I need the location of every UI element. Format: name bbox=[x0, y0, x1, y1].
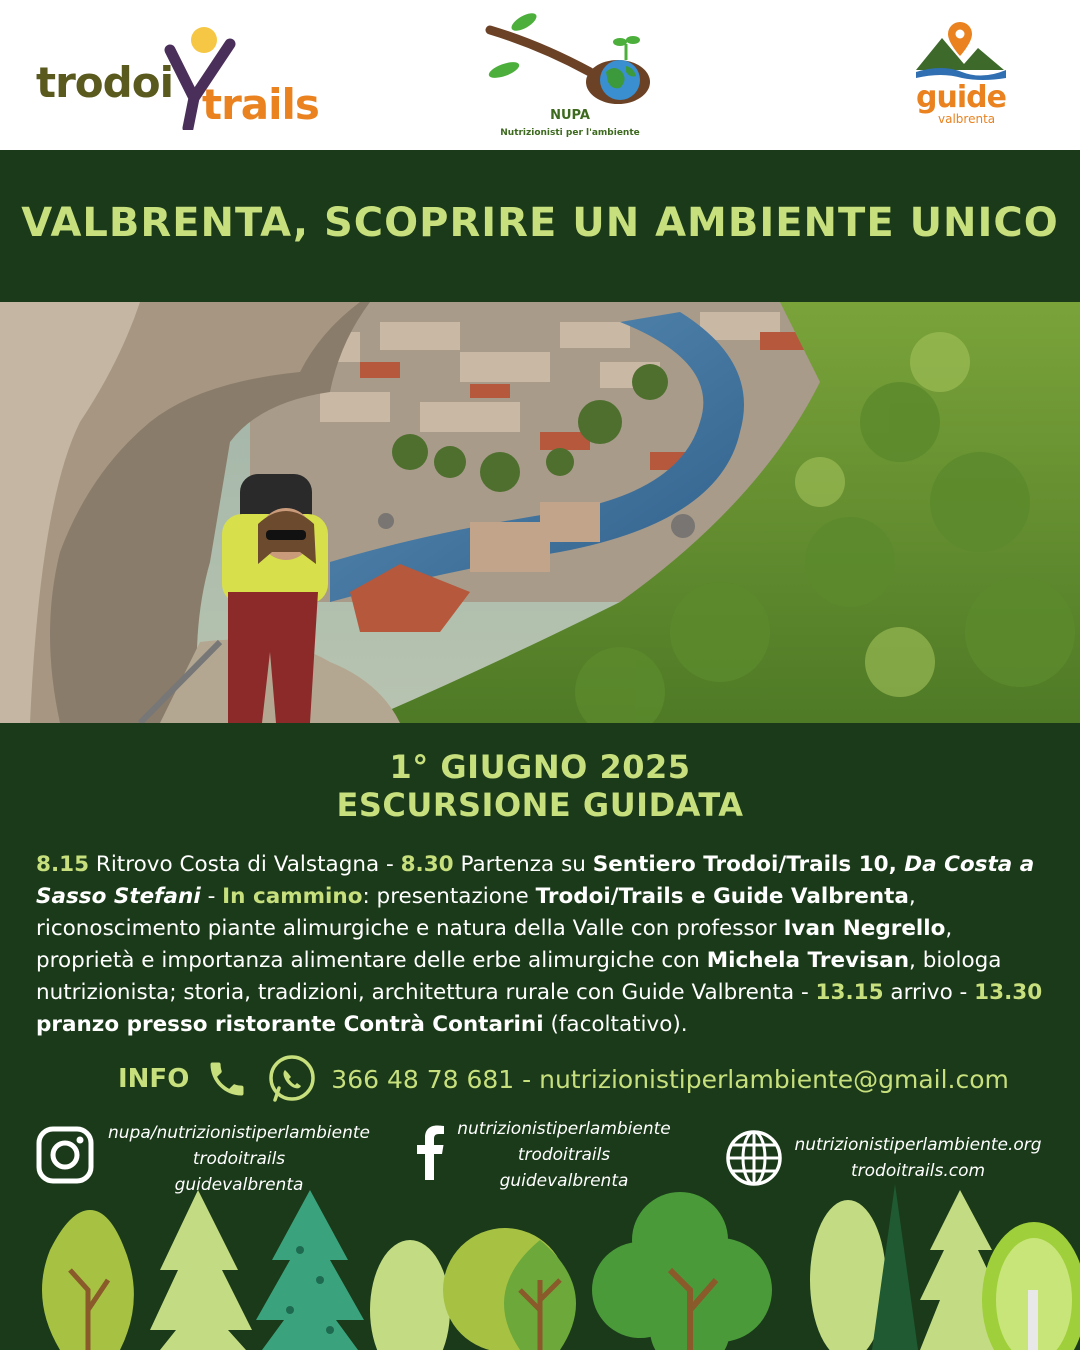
facebook-account[interactable]: nutrizionistiperlambiente bbox=[457, 1119, 671, 1139]
instagram-icon[interactable] bbox=[36, 1126, 94, 1184]
speaker-negrello: Ivan Negrello bbox=[783, 916, 946, 941]
facebook-account[interactable]: trodoitrails bbox=[517, 1145, 611, 1165]
trodoi-trails-logo bbox=[36, 28, 336, 128]
info-row bbox=[118, 1056, 1009, 1102]
facebook-icon[interactable] bbox=[414, 1122, 446, 1180]
info-label: INFO bbox=[118, 1064, 190, 1094]
header bbox=[0, 0, 1080, 150]
logo-nupa-text: NUPA bbox=[550, 108, 590, 123]
guide-valbrenta-logo bbox=[912, 20, 1012, 135]
time-meeting: 8.15 bbox=[36, 852, 90, 877]
whatsapp-icon[interactable] bbox=[267, 1054, 317, 1104]
trail-route: Da Costa a Sasso Stefani bbox=[36, 852, 1035, 909]
walking-label: In cammino bbox=[222, 884, 363, 909]
website-link[interactable]: trodoitrails.com bbox=[850, 1161, 986, 1181]
spoon-earth-icon bbox=[480, 10, 660, 110]
instagram-account[interactable]: trodoitrails bbox=[192, 1149, 286, 1169]
event-description bbox=[36, 849, 1046, 1041]
desc-text: (facoltativo). bbox=[543, 1012, 688, 1037]
desc-text: Partenza su bbox=[453, 852, 593, 877]
logo-trails-text: trails bbox=[202, 80, 319, 129]
logo-guide-text: guide bbox=[916, 80, 1006, 115]
lunch-place: pranzo presso ristorante Contrà Contarini bbox=[36, 1012, 544, 1037]
presenters: Trodoi/Trails e Guide Valbrenta bbox=[535, 884, 909, 909]
desc-text: - bbox=[200, 884, 223, 909]
logo-trodoi-text: trodoi bbox=[36, 58, 173, 107]
time-lunch: 13.30 bbox=[974, 980, 1043, 1005]
logo-nupa-subtitle: Nutrizionisti per l'ambiente bbox=[500, 128, 640, 138]
desc-text: arrivo - bbox=[883, 980, 975, 1005]
event-heading bbox=[0, 748, 1080, 824]
desc-text: , biologa nutrizionista; storia, tradizioni, architettura rurale con Guide Valbrenta - bbox=[36, 948, 1002, 1005]
phone-icon[interactable] bbox=[205, 1057, 249, 1101]
instagram-account[interactable]: guidevalbrenta bbox=[174, 1175, 304, 1195]
facebook-account[interactable]: guidevalbrenta bbox=[499, 1171, 629, 1191]
landscape-image bbox=[0, 302, 1080, 723]
mountain-pin-icon bbox=[912, 20, 1012, 82]
desc-text: , riconoscimento piante alimurgiche e natura della Valle con professor bbox=[36, 884, 916, 941]
trail-name: Sentiero Trodoi/Trails 10, bbox=[592, 852, 905, 877]
globe-icon[interactable] bbox=[724, 1128, 784, 1188]
desc-text: Ritrovo Costa di Valstagna - bbox=[89, 852, 401, 877]
nupa-logo bbox=[480, 10, 660, 145]
website-link[interactable]: nutrizionistiperlambiente.org bbox=[794, 1135, 1042, 1155]
logo-valbrenta-text: valbrenta bbox=[938, 112, 996, 126]
speaker-trevisan: Michela Trevisan bbox=[706, 948, 910, 973]
time-arrival: 13.15 bbox=[815, 980, 884, 1005]
forest-illustration bbox=[0, 1180, 1080, 1350]
desc-text: , proprietà e importanza alimentare delle erbe alimurgiche con bbox=[36, 916, 953, 973]
event-date: 1° GIUGNO 2025 bbox=[389, 748, 691, 786]
desc-text: : presentazione bbox=[362, 884, 536, 909]
contact-text[interactable]: 366 48 78 681 - nutrizionistiperlambiente@gmail.com bbox=[331, 1064, 1009, 1094]
websites bbox=[794, 1132, 1042, 1184]
time-departure: 8.30 bbox=[400, 852, 454, 877]
event-type: ESCURSIONE GUIDATA bbox=[336, 786, 744, 824]
instagram-account[interactable]: nupa/nutrizionistiperlambiente bbox=[107, 1123, 370, 1143]
hiker-valley-photo bbox=[0, 302, 1080, 723]
page-title: VALBRENTA, SCOPRIRE UN AMBIENTE UNICO bbox=[21, 200, 1059, 246]
